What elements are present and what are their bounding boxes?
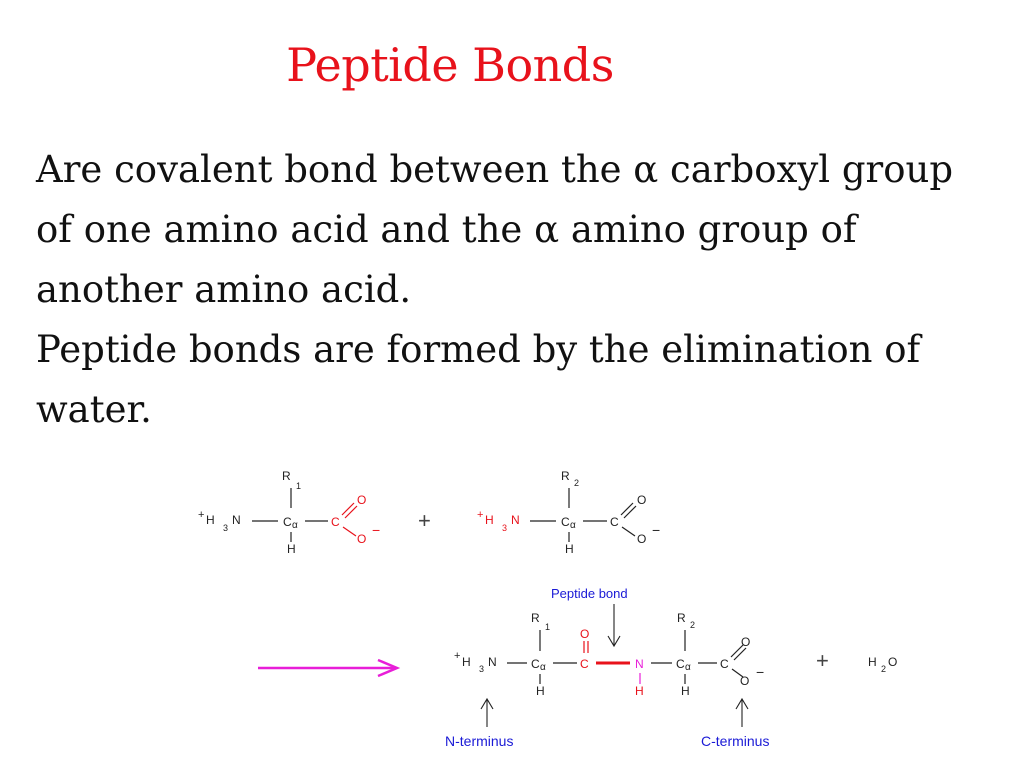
aa1-alpha-h: H [287,542,296,556]
c-terminus-pointer [736,699,748,727]
prod-alpha-symbol-2: α [685,662,691,673]
aa2-n: N [511,513,520,527]
prod-minus: − [756,664,765,680]
slide-title: Peptide Bonds [286,38,614,92]
aa2-minus: − [652,522,661,538]
aa2-h-sub: 3 [502,523,508,533]
definition-paragraph: Are covalent bond between the α carboxyl group of one amino acid and the α amino group of another amino acid. [36,148,954,311]
water-molecule [868,655,897,674]
prod-plus: + [454,650,461,662]
peptide-bond-pointer [608,604,620,646]
prod-alpha-h-2: H [681,684,690,698]
prod-carboxyl-o: O [741,635,751,649]
r1-index: 1 [296,481,302,491]
carbonyl-c: C [580,657,589,671]
amino-acid-2 [530,469,660,556]
formation-paragraph: Peptide bonds are formed by the elimination of water. [36,328,921,431]
r2-label: R [561,469,570,483]
water-sub: 2 [881,664,887,674]
aa2-amine [477,509,520,533]
prod-r1-index: 1 [545,622,551,632]
prod-r2-index: 2 [690,620,696,630]
prod-carboxyl-c: C [720,657,729,671]
aa2-carboxyl-o-minus: O [637,532,647,546]
aa1-minus: − [372,522,381,538]
amide-nh [635,657,644,684]
prod-alpha-h-1: H [536,684,545,698]
prod-r1-label: R [531,611,540,625]
prod-alpha-c-1: C [531,657,540,671]
prod-h-sub: 3 [479,664,485,674]
c-terminus-label: C-terminus [701,733,770,749]
aa2-plus: + [477,509,484,521]
prod-carboxyl-o-minus: O [740,674,750,688]
plus-sign-2: + [816,648,829,673]
aa2-carboxyl-c: C [610,515,619,529]
n-terminus-pointer [481,699,493,727]
aa1-alpha-c: C [283,515,292,529]
aa2-alpha-symbol: α [570,520,576,531]
water-h: H [868,655,877,669]
n-terminus-label: N-terminus [445,733,514,749]
aa1-h: H [206,513,215,527]
aa2-alpha-c: C [561,515,570,529]
peptide-linkage [580,627,630,671]
amide-n: N [635,657,644,671]
aa2-h: H [485,513,494,527]
dipeptide [454,611,764,698]
carbonyl-o: O [580,627,590,641]
water-o: O [888,655,898,669]
prod-n: N [488,655,497,669]
aa1-alpha-symbol: α [292,520,298,531]
aa2-carboxyl-o: O [637,493,647,507]
plus-sign-1: + [418,508,431,533]
prod-h: H [462,655,471,669]
aa1-n: N [232,513,241,527]
amide-h: H [635,684,644,698]
prod-r2-label: R [677,611,686,625]
aa1-carboxyl-o: O [357,493,367,507]
peptide-bond-label: Peptide bond [551,586,628,601]
reaction-arrow [258,660,397,676]
r2-index: 2 [574,478,580,488]
aa2-alpha-h: H [565,542,574,556]
aa1-carboxyl-c: C [331,515,340,529]
prod-alpha-symbol-1: α [540,662,546,673]
aa1-carboxyl-o-minus: O [357,532,367,546]
aa1-plus: + [198,509,205,521]
amino-acid-1 [198,469,328,556]
aa1-carboxyl [331,493,380,546]
aa1-h-sub: 3 [223,523,229,533]
r1-label: R [282,469,291,483]
prod-alpha-c-2: C [676,657,685,671]
